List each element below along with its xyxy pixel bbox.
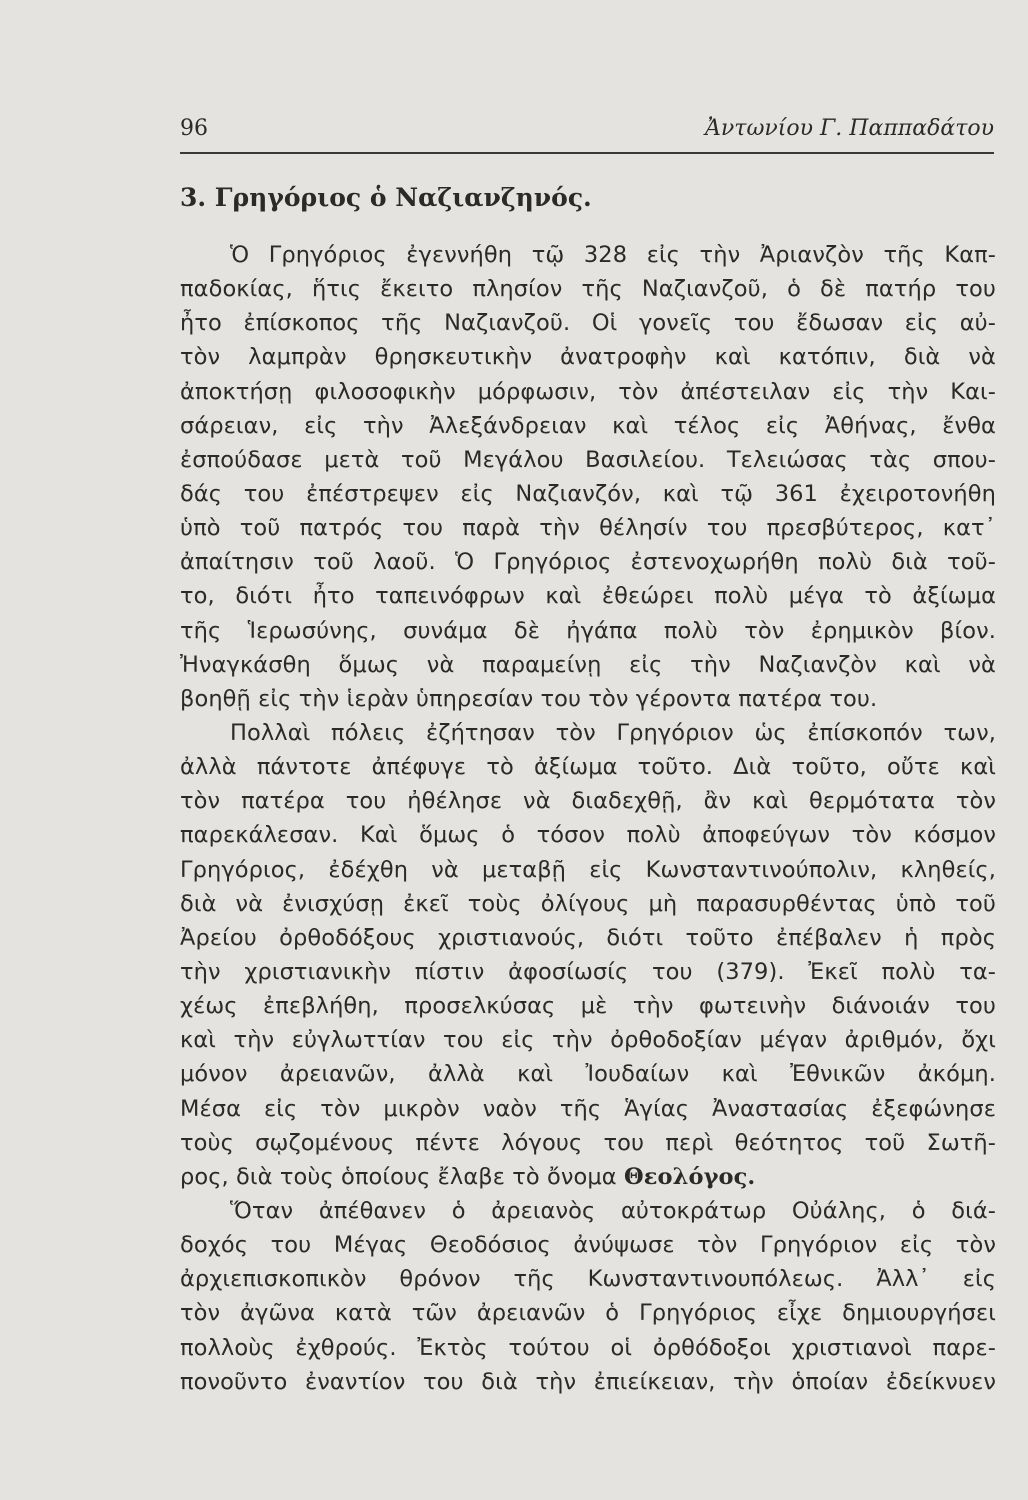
- text-line: δάς του ἐπέστρεψεν εἰς Ναζιανζόν, καὶ τῷ 361 ἐχειροτονήθη: [180, 480, 996, 507]
- text-line: ὑπὸ τοῦ πατρός του παρὰ τὴν θέλησίν του πρεσβύτερος, κατ᾽: [180, 515, 996, 542]
- text-line: τὸν πατέρα του ἠθέλησε νὰ διαδεχθῇ, ἂν καὶ θερμότατα τὸν: [180, 788, 996, 815]
- text-line: Ὅταν ἀπέθανεν ὁ ἀρειανὸς αὐτοκράτωρ Οὐάλης, ὁ διά-: [230, 1197, 996, 1224]
- text-fragment: ρος, διὰ τοὺς ὁποίους ἔλαβε τὸ ὄνομα: [180, 1163, 624, 1190]
- text-line: τὸν ἀγῶνα κατὰ τῶν ἀρειανῶν ὁ Γρηγόριος εἶχε δημιουργήσει: [180, 1300, 996, 1327]
- text-line: δοχός του Μέγας Θεοδόσιος ἀνύψωσε τὸν Γρηγόριον εἰς τὸν: [180, 1232, 996, 1259]
- text-line: ἀλλὰ πάντοτε ἀπέφυγε τὸ ἀξίωμα τοῦτο. Διὰ τοῦτο, οὔτε καὶ: [180, 754, 996, 781]
- page-header: [180, 112, 994, 154]
- text-line: Πολλαὶ πόλεις ἐζήτησαν τὸν Γρηγόριον ὡς ἐπίσκοπόν των,: [230, 719, 996, 746]
- text-line: το, διότι ἦτο ταπεινόφρων καὶ ἐθεώρει πολὺ μέγα τὸ ἀξίωμα: [180, 583, 996, 610]
- text-line: τὴν χριστιανικὴν πίστιν ἀφοσίωσίς του (379). Ἐκεῖ πολὺ τα-: [180, 958, 996, 985]
- text-line: ἀποκτήσῃ φιλοσοφικὴν μόρφωσιν, τὸν ἀπέστειλαν εἰς τὴν Και-: [180, 378, 996, 405]
- text-line: ἀρχιεπισκοπικὸν θρόνον τῆς Κωνσταντινουπόλεως. Ἀλλ᾽ εἰς: [180, 1266, 996, 1293]
- text-line: πονοῦντο ἐναντίον του διὰ τὴν ἐπιείκειαν, τὴν ὁποίαν ἐδείκνυεν: [180, 1368, 996, 1395]
- text-line: παρεκάλεσαν. Καὶ ὅμως ὁ τόσον πολὺ ἀποφεύγων τὸν κόσμον: [180, 822, 996, 849]
- text-line: μόνον ἀρειανῶν, ἀλλὰ καὶ Ἰουδαίων καὶ Ἐθνικῶν ἀκόμη.: [180, 1061, 996, 1088]
- text-line: Ἠναγκάσθη ὅμως νὰ παραμείνῃ εἰς τὴν Ναζιανζὸν καὶ νὰ: [180, 651, 996, 678]
- text-line-with-emphasis: [180, 1160, 996, 1194]
- text-line: βοηθῇ εἰς τὴν ἱερὰν ὑπηρεσίαν του τὸν γέροντα πατέρα του.: [180, 685, 878, 712]
- text-line: παδοκίας, ἥτις ἔκειτο πλησίον τῆς Ναζιανζοῦ, ὁ δὲ πατήρ του: [180, 276, 996, 303]
- text-line: πολλοὺς ἐχθρούς. Ἐκτὸς τούτου οἱ ὀρθόδοξοι χριστιανοὶ παρε-: [180, 1334, 996, 1361]
- text-line: Γρηγόριος, ἐδέχθη νὰ μεταβῇ εἰς Κωνσταντινούπολιν, κληθείς,: [180, 856, 996, 883]
- text-line: ἦτο ἐπίσκοπος τῆς Ναζιανζοῦ. Οἱ γονεῖς του ἔδωσαν εἰς αὐ-: [180, 310, 996, 337]
- text-line: Ὁ Γρηγόριος ἐγεννήθη τῷ 328 εἰς τὴν Ἀριανζὸν τῆς Καπ-: [230, 242, 996, 268]
- text-line: διὰ νὰ ἐνισχύσῃ ἐκεῖ τοὺς ὀλίγους μὴ παρασυρθέντας ὑπὸ τοῦ: [180, 890, 996, 917]
- section-title: 3. Γρηγόριος ὁ Ναζιανζηνός.: [180, 183, 592, 212]
- text-line: ἀπαίτησιν τοῦ λαοῦ. Ὁ Γρηγόριος ἐστενοχωρήθη πολὺ διὰ τοῦ-: [180, 549, 996, 576]
- text-line: τῆς Ἱερωσύνης, συνάμα δὲ ἠγάπα πολὺ τὸν ἐρημικὸν βίον.: [180, 617, 996, 644]
- text-line: Μέσα εἰς τὸν μικρὸν ναὸν τῆς Ἁγίας Ἀναστασίας ἐξεφώνησε: [180, 1095, 996, 1122]
- body-text: [180, 238, 996, 1399]
- text-line: τοὺς σῳζομένους πέντε λόγους του περὶ θεότητος τοῦ Σωτῆ-: [180, 1129, 996, 1156]
- text-line: τὸν λαμπρὰν θρησκευτικὴν ἀνατροφὴν καὶ κατόπιν, διὰ νὰ: [180, 344, 996, 371]
- text-line: Ἀρείου ὀρθοδόξους χριστιανούς, διότι τοῦτο ἐπέβαλεν ἡ πρὸς: [180, 924, 996, 951]
- emphasized-word: Θεολόγος.: [624, 1163, 756, 1190]
- text-line: ἐσπούδασε μετὰ τοῦ Μεγάλου Βασιλείου. Τελειώσας τὰς σπου-: [180, 446, 996, 473]
- running-head: Ἀντωνίου Γ. Παππαδάτου: [705, 116, 994, 141]
- page-number: 96: [180, 116, 208, 141]
- text-line: καὶ τὴν εὐγλωττίαν του εἰς τὴν ὀρθοδοξίαν μέγαν ἀριθμόν, ὄχι: [180, 1027, 996, 1054]
- text-line: σάρειαν, εἰς τὴν Ἀλεξάνδρειαν καὶ τέλος εἰς Ἀθήνας, ἔνθα: [180, 412, 996, 439]
- text-line: χέως ἐπεβλήθη, προσελκύσας μὲ τὴν φωτεινὴν διάνοιάν του: [180, 993, 996, 1020]
